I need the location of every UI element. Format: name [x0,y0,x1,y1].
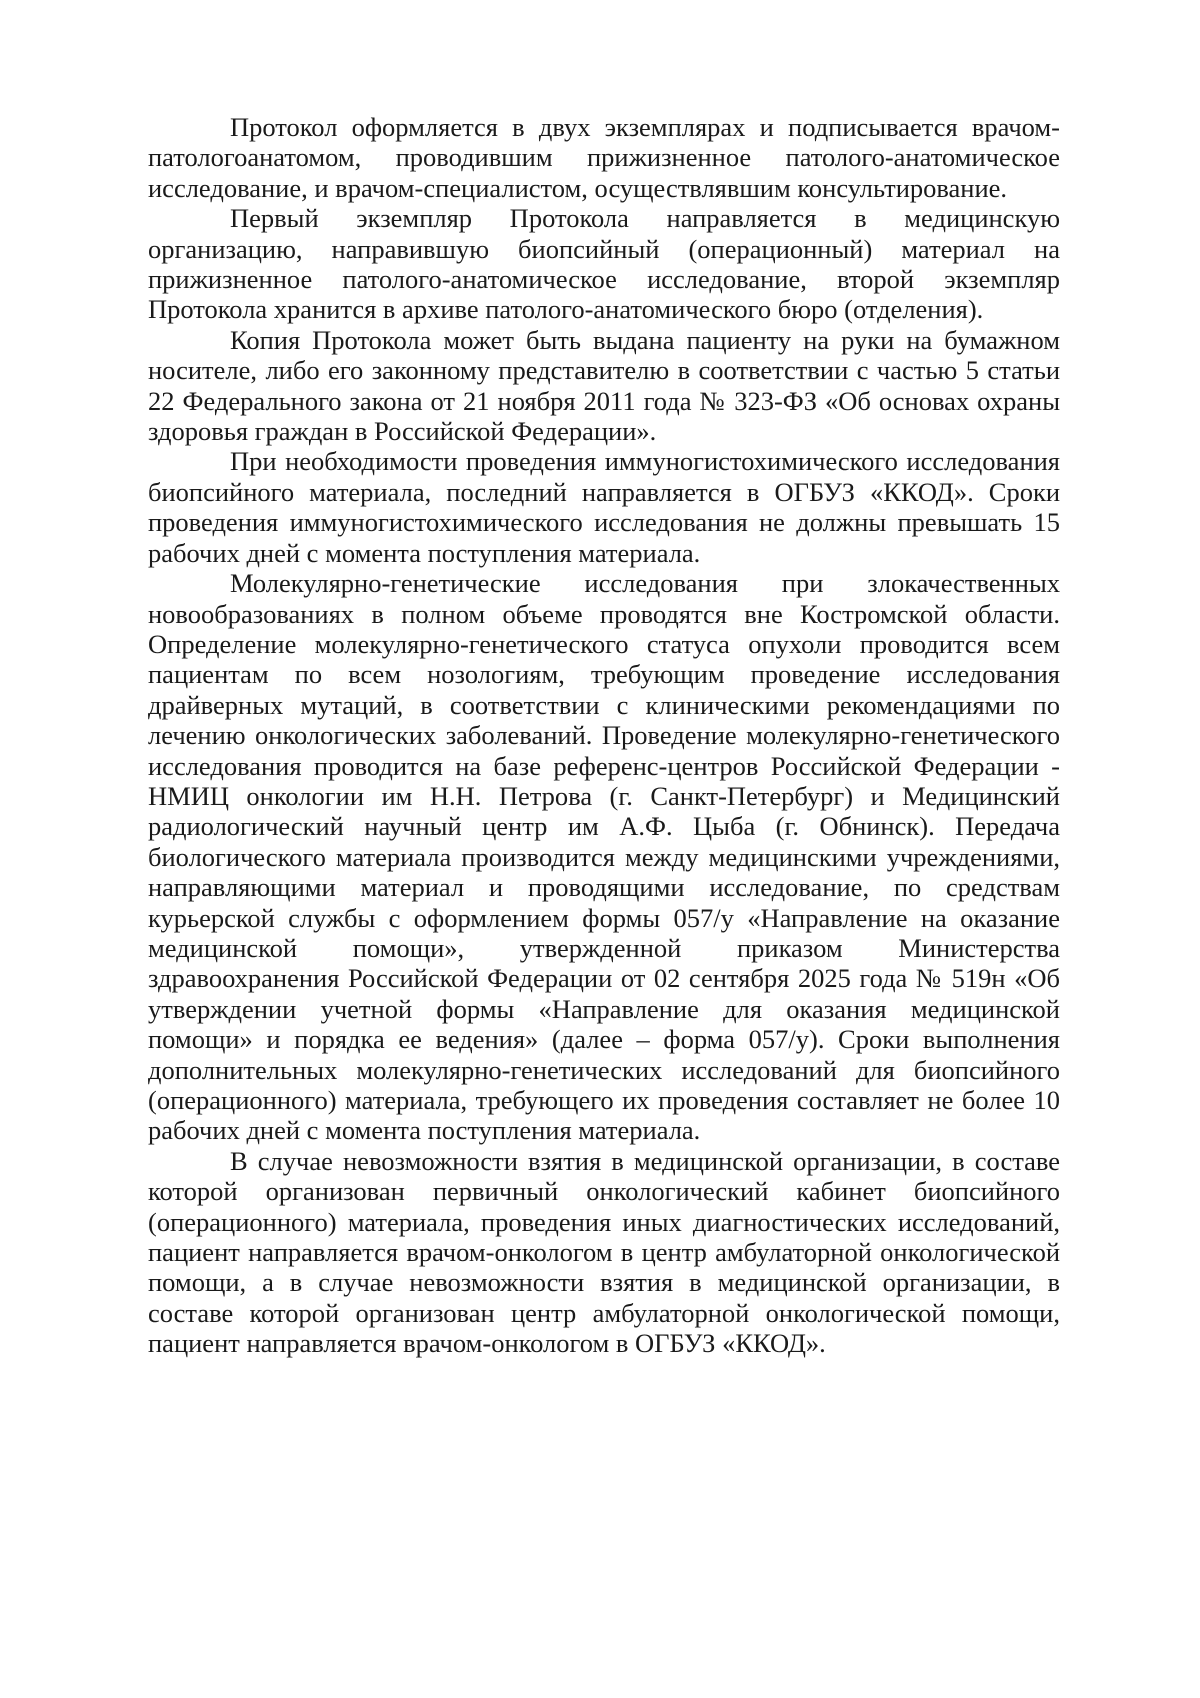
paragraph-protocol-copies: Протокол оформляется в двух экземплярах и подписывается врачом-патологоанатомом, проводившим прижизненное патолого-анатомическое исследование, и врачом-специалистом, осуществлявшим консультирование. [148,112,1060,203]
paragraph-referral-procedure: В случае невозможности взятия в медицинской организации, в составе которой организован первичный онкологический кабинет биопсийного (операционного) материала, проведения иных диагностических исследований, пациент направляется врачом-онкологом в центр амбулаторной онкологической помощи, а в случае невозможности взятия в медицинской организации, в составе которой организован центр амбулаторной онкологической помощи, пациент направляется врачом-онкологом в ОГБУЗ «ККОД». [148,1145,1060,1359]
paragraph-molecular-genetic: Молекулярно-генетические исследования при злокачественных новообразованиях в полном объеме проводятся вне Костромской области. Определение молекулярно-генетического статуса опухоли проводится всем пациентам по всем нозологиям, требующим проведение исследования драйверных мутаций, в соответствии с клиническими рекомендациями по лечению онкологических заболеваний. Проведение молекулярно-генетического исследования проводится на базе референс-центров Российской Федерации - НМИЦ онкологии им Н.Н. Петрова (г. Санкт-Петербург) и Медицинский радиологический научный центр им А.Ф. Цыба (г. Обнинск). Передача биологического материала производится между медицинскими учреждениями, направляющими материал и проводящими исследование, по средствам курьерской службы с оформлением формы 057/у «Направление на оказание медицинской помощи», утвержденной приказом Министерства здравоохранения Российской Федерации от 02 сентября 2025 года № 519н «Об утверждении учетной формы «Направление для оказания медицинской помощи» и порядка ее ведения» (далее – форма 057/у). Сроки выполнения дополнительных молекулярно-генетических исследований для биопсийного (операционного) материала, требующего их проведения составляет не более 10 рабочих дней с момента поступления материала. [148,568,1060,1146]
document-page [148,112,1060,1359]
paragraph-protocol-patient-copy: Копия Протокола может быть выдана пациенту на руки на бумажном носителе, либо его законному представителю в соответствии с частью 5 статьи 22 Федерального закона от 21 ноября 2011 года № 323-ФЗ «Об основах охраны здоровья граждан в Российской Федерации». [148,324,1060,447]
paragraph-protocol-distribution: Первый экземпляр Протокола направляется в медицинскую организацию, направившую биопсийный (операционный) материал на прижизненное патолого-анатомическое исследование, второй экземпляр Протокола хранится в архиве патолого-анатомического бюро (отделения). [148,203,1060,325]
paragraph-immunohistochemistry: При необходимости проведения иммуногистохимического исследования биопсийного материала, последний направляется в ОГБУЗ «ККОД». Сроки проведения иммуногистохимического исследования не должны превышать 15 рабочих дней с момента поступления материала. [148,446,1060,568]
